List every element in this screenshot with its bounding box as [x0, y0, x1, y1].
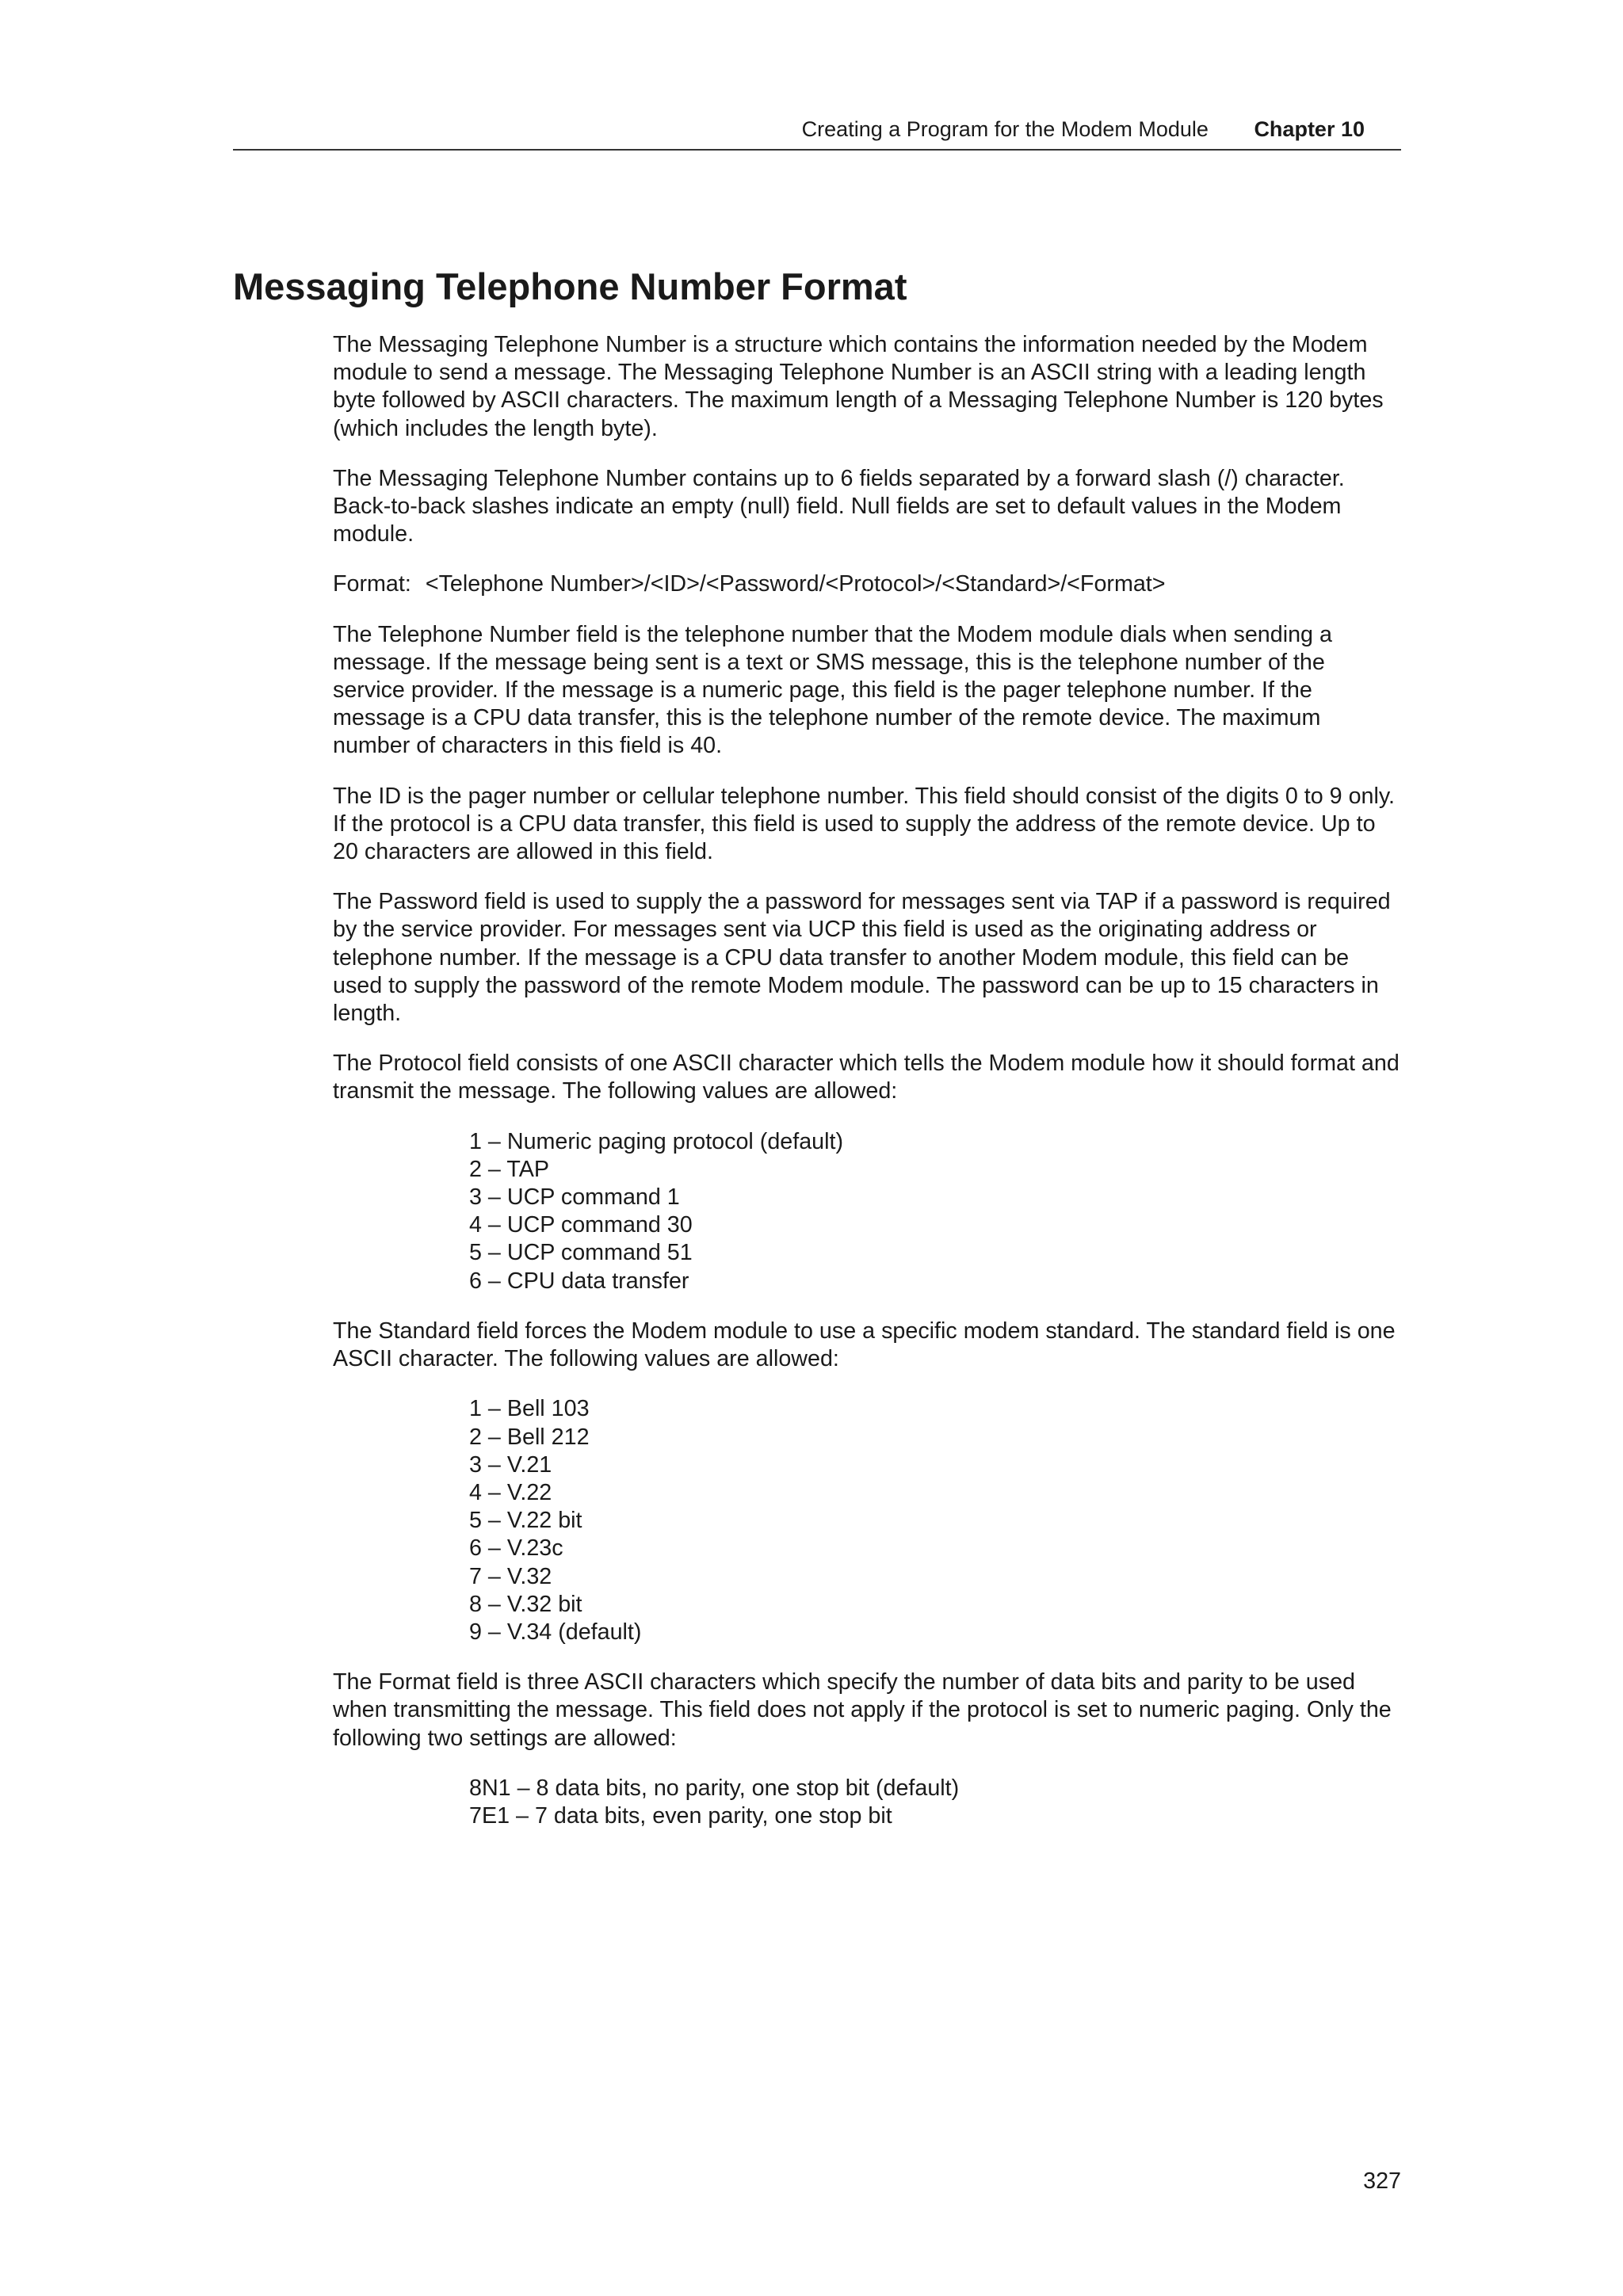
header-section-title: Creating a Program for the Modem Module — [801, 117, 1209, 141]
telephone-paragraph: The Telephone Number field is the telephone number that the Modem module dials when sending a message. If the message being sent is a text or SMS message, this is the telephone number of the service provider. If the message is a numeric page, this field is the pager telephone number. If the message is a CPU data transfer, this is the telephone number of the remote device. The maximum number of characters in this field is 40. — [333, 621, 1332, 759]
list-item: 2 – TAP — [469, 1156, 549, 1182]
standard-paragraph: The Standard field forces the Modem module to use a specific modem standard. The standard field is one ASCII character. The following values are allowed: — [333, 1318, 1396, 1372]
format-paragraph: The Format field is three ASCII characters which specify the number of data bits and parity to be used when transmitting the message. This field does not apply if the protocol is set to numeric paging. Only the following two settings are allowed: — [333, 1669, 1392, 1751]
list-item: 5 – V.22 bit — [469, 1508, 582, 1534]
format-label: Format: — [333, 571, 411, 597]
list-item: 8N1 – 8 data bits, no parity, one stop bit (default) — [469, 1775, 960, 1801]
intro-paragraph: The Messaging Telephone Number is a structure which contains the information needed by the Modem module to send a message. The Messaging Telephone Number is an ASCII string with a leading length byte followed by ASCII characters. The maximum length of a Messaging Telephone Number is 120 bytes (which includes the length byte). — [333, 332, 1384, 441]
protocol-paragraph: The Protocol field consists of one ASCII character which tells the Modem module how it should format and transmit the message. The following values are allowed: — [333, 1051, 1400, 1104]
document-body — [333, 331, 1403, 1852]
list-item: 2 – Bell 212 — [469, 1424, 590, 1450]
password-paragraph: The Password field is used to supply the a password for messages sent via TAP if a password is required by the service provider. For messages sent via UCP this field is used as the originating address or telephone number. If the message is a CPU data transfer to another Modem module, this field can be used to supply the password of the remote Modem module. The password can be up to 15 characters in length. — [333, 889, 1391, 1027]
running-header-text — [802, 117, 1401, 142]
header-chapter-label: Chapter 10 — [1254, 117, 1365, 141]
list-item: 4 – UCP command 30 — [469, 1212, 693, 1238]
format-line — [333, 570, 1403, 598]
list-item: 3 – UCP command 1 — [469, 1184, 680, 1211]
page-title: Messaging Telephone Number Format — [233, 265, 907, 307]
list-item: 7E1 – 7 data bits, even parity, one stop bit — [469, 1802, 892, 1829]
list-item: 3 – V.21 — [469, 1451, 552, 1478]
list-item: 9 – V.34 (default) — [469, 1619, 642, 1645]
list-item: 1 – Bell 103 — [469, 1396, 590, 1422]
list-item: 5 – UCP command 51 — [469, 1240, 693, 1266]
format-values-list — [469, 1775, 1403, 1830]
list-item: 4 – V.22 — [469, 1479, 552, 1505]
list-item: 6 – CPU data transfer — [469, 1268, 689, 1294]
list-item: 1 – Numeric paging protocol (default) — [469, 1128, 843, 1154]
fields-paragraph: The Messaging Telephone Number contains up to 6 fields separated by a forward slash (/) character. Back-to-back slashes indicate an empty (null) field. Null fields are set to default values in the Modem module. — [333, 465, 1345, 547]
list-item: 7 – V.32 — [469, 1563, 552, 1589]
protocol-values-list — [469, 1128, 1403, 1295]
list-item: 6 – V.23c — [469, 1535, 563, 1562]
id-paragraph: The ID is the pager number or cellular telephone number. This field should consist of the digits 0 to 9 only. If the protocol is a CPU data transfer, this field is used to supply the address of the remote device. Up to 20 characters are allowed in this field. — [333, 783, 1396, 865]
format-value: <Telephone Number>/<ID>/<Password/<Protocol>/<Standard>/<Format> — [425, 571, 1166, 597]
standard-values-list — [469, 1395, 1403, 1646]
page-number: 327 — [1363, 2168, 1401, 2194]
running-header — [233, 113, 1401, 151]
list-item: 8 – V.32 bit — [469, 1591, 582, 1617]
